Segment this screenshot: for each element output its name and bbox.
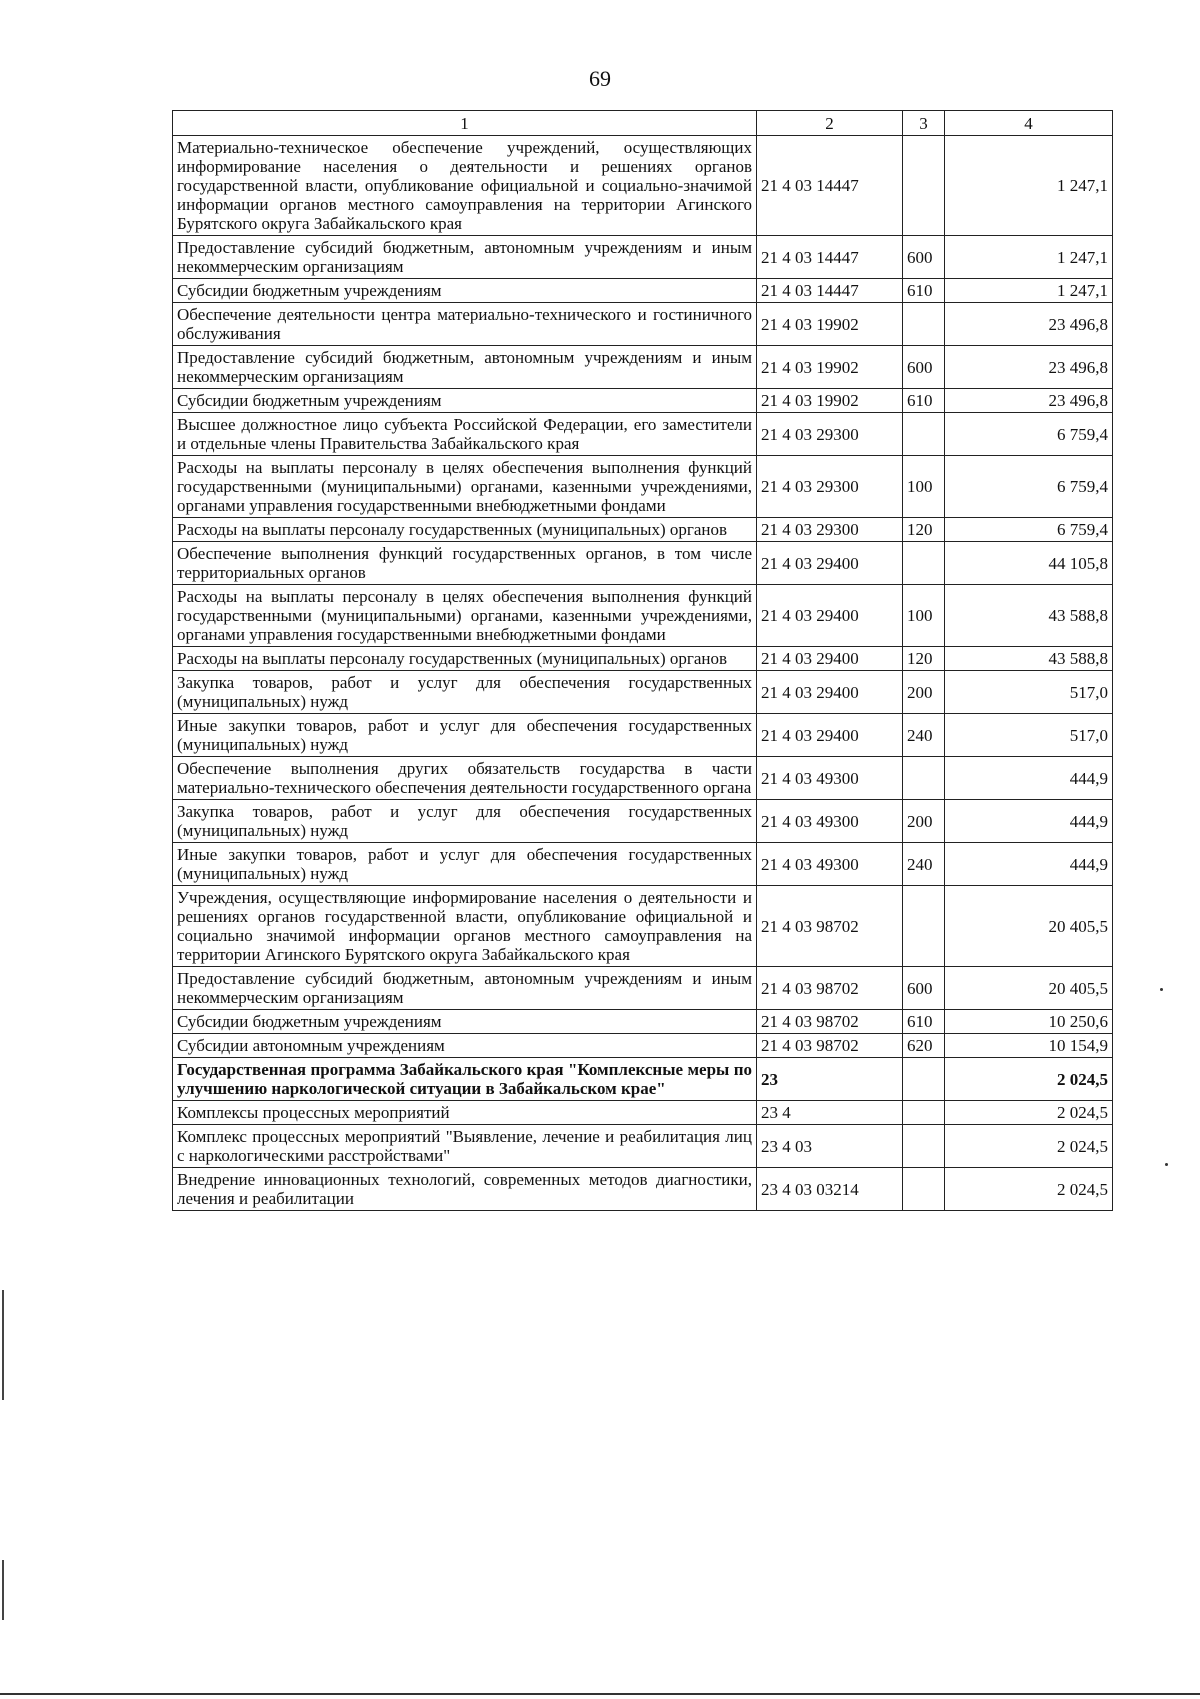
table-row [173,647,1113,671]
row-code: 23 [757,1058,903,1101]
row-amount: 43 588,8 [945,585,1113,647]
row-amount: 517,0 [945,671,1113,714]
row-code: 21 4 03 49300 [757,757,903,800]
row-code: 21 4 03 49300 [757,843,903,886]
scan-bottom-line [0,1693,1200,1695]
row-amount: 6 759,4 [945,518,1113,542]
row-code: 21 4 03 29400 [757,542,903,585]
row-name: Обеспечение выполнения других обязательств государства в части материально-технического обеспечения деятельности государственного органа [173,757,757,800]
row-code: 21 4 03 98702 [757,1010,903,1034]
row-code: 21 4 03 49300 [757,800,903,843]
row-amount: 6 759,4 [945,413,1113,456]
row-code: 21 4 03 29400 [757,671,903,714]
table-row [173,1101,1113,1125]
row-name: Высшее должностное лицо субъекта Российской Федерации, его заместители и отдельные члены Правительства Забайкальского края [173,413,757,456]
table-row [173,136,1113,236]
row-name: Расходы на выплаты персоналу в целях обеспечения выполнения функций государственными (муниципальными) органами, казенными учреждениями, органами управления государственными внебюджетными фондами [173,585,757,647]
table-row [173,1034,1113,1058]
row-amount: 20 405,5 [945,967,1113,1010]
row-type: 100 [903,585,945,647]
row-name: Комплекс процессных мероприятий "Выявление, лечение и реабилитация лиц с наркологическими расстройствами" [173,1125,757,1168]
table-row [173,303,1113,346]
table-row [173,236,1113,279]
row-name: Предоставление субсидий бюджетным, автономным учреждениям и иным некоммерческим организациям [173,967,757,1010]
row-name: Государственная программа Забайкальского края "Комплексные меры по улучшению наркологической ситуации в Забайкальском крае" [173,1058,757,1101]
scan-edge-mark [2,1290,4,1400]
row-name: Комплексы процессных мероприятий [173,1101,757,1125]
row-name: Учреждения, осуществляющие информирование населения о деятельности и решениях органов государственной власти, опубликование официальной и социально значимой информации органов местного самоуправления на территории Агинского Бурятского округа Забайкальского края [173,886,757,967]
row-type [903,136,945,236]
row-type: 240 [903,714,945,757]
row-amount: 1 247,1 [945,279,1113,303]
row-amount: 444,9 [945,757,1113,800]
table-body [173,136,1113,1211]
table-row [173,585,1113,647]
row-amount: 444,9 [945,843,1113,886]
table-row [173,518,1113,542]
row-name: Предоставление субсидий бюджетным, автономным учреждениям и иным некоммерческим организациям [173,236,757,279]
row-name: Субсидии бюджетным учреждениям [173,1010,757,1034]
scan-speck [1165,1163,1168,1166]
row-type [903,1058,945,1101]
row-amount: 2 024,5 [945,1058,1113,1101]
table-row [173,1058,1113,1101]
row-type [903,757,945,800]
row-type: 600 [903,236,945,279]
row-type: 200 [903,800,945,843]
row-name: Субсидии автономным учреждениям [173,1034,757,1058]
row-code: 21 4 03 98702 [757,886,903,967]
row-name: Расходы на выплаты персоналу в целях обеспечения выполнения функций государственными (муниципальными) органами, казенными учреждениями, органами управления государственными внебюджетными фондами [173,456,757,518]
row-type: 620 [903,1034,945,1058]
row-amount: 10 250,6 [945,1010,1113,1034]
row-type [903,1168,945,1211]
table-row [173,714,1113,757]
column-header-3: 3 [903,111,945,136]
table-row [173,1125,1113,1168]
table-row [173,346,1113,389]
row-name: Материально-техническое обеспечение учреждений, осуществляющих информирование населения о деятельности и решениях органов государственной власти, опубликование официальной и социально-значимой информации органов местного самоуправления на территории Агинского Бурятского округа Забайкальского края [173,136,757,236]
page-number: 69 [589,66,611,91]
row-type [903,886,945,967]
table-row [173,456,1113,518]
row-code: 23 4 [757,1101,903,1125]
row-type [903,413,945,456]
row-name: Обеспечение деятельности центра материально-технического и гостиничного обслуживания [173,303,757,346]
row-type: 120 [903,518,945,542]
row-code: 23 4 03 03214 [757,1168,903,1211]
row-name: Расходы на выплаты персоналу государственных (муниципальных) органов [173,647,757,671]
table-row [173,843,1113,886]
budget-table [172,110,1113,1211]
row-type [903,1125,945,1168]
row-amount: 10 154,9 [945,1034,1113,1058]
row-type: 610 [903,389,945,413]
table-row [173,542,1113,585]
row-code: 21 4 03 14447 [757,279,903,303]
row-type [903,542,945,585]
table-row [173,279,1113,303]
row-type: 600 [903,967,945,1010]
row-name: Иные закупки товаров, работ и услуг для обеспечения государственных (муниципальных) нужд [173,714,757,757]
column-header-4: 4 [945,111,1113,136]
table-row [173,800,1113,843]
column-header-1: 1 [173,111,757,136]
table-row [173,757,1113,800]
scan-speck [1160,988,1163,991]
row-code: 21 4 03 98702 [757,1034,903,1058]
row-code: 21 4 03 29400 [757,585,903,647]
row-code: 21 4 03 29300 [757,413,903,456]
row-name: Обеспечение выполнения функций государственных органов, в том числе территориальных органов [173,542,757,585]
row-type: 600 [903,346,945,389]
row-name: Иные закупки товаров, работ и услуг для обеспечения государственных (муниципальных) нужд [173,843,757,886]
row-code: 21 4 03 29400 [757,714,903,757]
column-header-2: 2 [757,111,903,136]
row-amount: 6 759,4 [945,456,1113,518]
scan-edge-mark [2,1560,4,1620]
row-code: 21 4 03 29300 [757,518,903,542]
row-amount: 1 247,1 [945,236,1113,279]
row-code: 21 4 03 14447 [757,236,903,279]
row-amount: 20 405,5 [945,886,1113,967]
row-code: 21 4 03 29300 [757,456,903,518]
table-row [173,886,1113,967]
row-name: Внедрение инновационных технологий, современных методов диагностики, лечения и реабилитации [173,1168,757,1211]
row-code: 21 4 03 19902 [757,389,903,413]
row-amount: 2 024,5 [945,1125,1113,1168]
row-code: 21 4 03 98702 [757,967,903,1010]
row-code: 21 4 03 29400 [757,647,903,671]
row-amount: 2 024,5 [945,1168,1113,1211]
table-row [173,1010,1113,1034]
row-amount: 444,9 [945,800,1113,843]
row-amount: 1 247,1 [945,136,1113,236]
row-code: 21 4 03 19902 [757,346,903,389]
row-type: 240 [903,843,945,886]
row-type: 610 [903,279,945,303]
row-type: 120 [903,647,945,671]
row-amount: 23 496,8 [945,389,1113,413]
row-type: 610 [903,1010,945,1034]
row-code: 21 4 03 14447 [757,136,903,236]
row-type: 200 [903,671,945,714]
table-row [173,671,1113,714]
table-row [173,1168,1113,1211]
row-name: Субсидии бюджетным учреждениям [173,389,757,413]
row-amount: 517,0 [945,714,1113,757]
row-name: Субсидии бюджетным учреждениям [173,279,757,303]
row-name: Расходы на выплаты персоналу государственных (муниципальных) органов [173,518,757,542]
row-code: 21 4 03 19902 [757,303,903,346]
row-amount: 23 496,8 [945,303,1113,346]
table-row [173,389,1113,413]
row-amount: 2 024,5 [945,1101,1113,1125]
row-name: Закупка товаров, работ и услуг для обеспечения государственных (муниципальных) нужд [173,671,757,714]
row-name: Закупка товаров, работ и услуг для обеспечения государственных (муниципальных) нужд [173,800,757,843]
row-code: 23 4 03 [757,1125,903,1168]
row-amount: 43 588,8 [945,647,1113,671]
row-type [903,303,945,346]
table-row [173,413,1113,456]
row-name: Предоставление субсидий бюджетным, автономным учреждениям и иным некоммерческим организациям [173,346,757,389]
row-type: 100 [903,456,945,518]
row-type [903,1101,945,1125]
table-row [173,967,1113,1010]
row-amount: 44 105,8 [945,542,1113,585]
header-row [173,111,1113,136]
row-amount: 23 496,8 [945,346,1113,389]
